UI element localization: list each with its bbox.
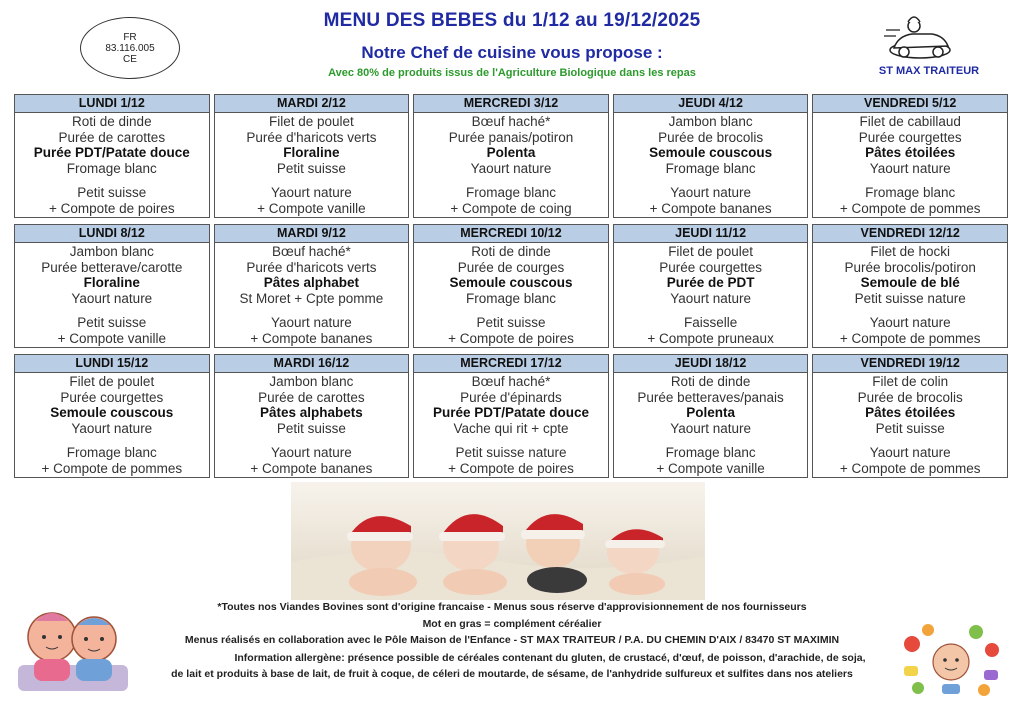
dessert-item: + Compote vanille <box>656 460 765 476</box>
dessert-list <box>813 315 1007 347</box>
day-menu <box>15 113 209 217</box>
day-menu <box>215 113 409 217</box>
menu-item: St Moret + Cpte pomme <box>239 290 384 306</box>
main-course-list <box>614 373 808 436</box>
dessert-item: Petit suisse nature <box>455 445 567 460</box>
dessert-item: Fromage blanc <box>865 185 956 200</box>
menu-item: Purée panais/potiron <box>448 129 574 145</box>
menu-item: Roti de dinde <box>471 244 551 259</box>
day-cell <box>214 94 410 218</box>
menu-item: Purée d'haricots verts <box>246 259 377 275</box>
day-label: JEUDI 18/12 <box>614 355 808 373</box>
day-label: LUNDI 1/12 <box>15 95 209 113</box>
menu-item: Purée de brocolis <box>857 389 963 405</box>
dessert-item: Yaourt nature <box>270 185 352 200</box>
main-course-list <box>813 243 1007 306</box>
day-menu <box>614 243 808 347</box>
day-menu <box>813 243 1007 347</box>
dessert-list <box>215 315 409 347</box>
menu-item: Yaourt nature <box>470 160 552 176</box>
dessert-item: Yaourt nature <box>270 315 352 330</box>
dessert-item: Petit suisse <box>476 315 546 330</box>
dessert-item: Yaourt nature <box>869 315 951 330</box>
dessert-item: Yaourt nature <box>270 445 352 460</box>
menu-item: Purée d'épinards <box>460 389 562 405</box>
menu-item: Roti de dinde <box>72 114 152 129</box>
cereal-side-item: Pâtes alphabets <box>259 405 363 420</box>
day-label: MERCREDI 3/12 <box>414 95 608 113</box>
day-menu <box>414 373 608 477</box>
footer-collaboration: Menus réalisés en collaboration avec le Pôle Maison de l'Enfance - ST MAX TRAITEUR / P.A. DU CHEMIN D'AIX / 83470 ST MAXIMIN <box>184 634 840 646</box>
main-course-list <box>15 243 209 306</box>
menu-item: Yaourt nature <box>869 160 951 176</box>
dessert-list <box>813 445 1007 477</box>
baby-twins-illustration <box>14 603 132 693</box>
menu-item: Petit suisse <box>276 160 346 176</box>
dessert-item: + Compote de poires <box>48 200 175 216</box>
day-menu <box>215 373 409 477</box>
cereal-side-item: Pâtes alphabet <box>263 275 360 290</box>
dessert-item: + Compote de poires <box>448 330 574 346</box>
menu-item: Petit suisse <box>276 420 346 436</box>
day-label: MARDI 9/12 <box>215 225 409 243</box>
dessert-item: + Compote de pommes <box>839 200 981 216</box>
cereal-side-item: Floraline <box>283 145 340 160</box>
main-course-list <box>215 243 409 306</box>
menu-item: Yaourt nature <box>71 420 153 436</box>
menu-item: Roti de dinde <box>670 374 751 389</box>
menu-item: Fromage blanc <box>66 160 157 176</box>
main-course-list <box>813 113 1007 176</box>
dessert-list <box>614 315 808 347</box>
menu-item: Bœuf haché* <box>471 114 551 129</box>
day-cell <box>413 224 609 348</box>
menu-item: Purée betterave/carotte <box>41 259 183 275</box>
menu-item: Purée courgettes <box>659 259 762 275</box>
day-menu <box>614 373 808 477</box>
cereal-side-item: Floraline <box>83 275 140 290</box>
bio-note: Avec 80% de produits issus de l'Agriculture Biologique dans les repas <box>328 67 696 79</box>
main-course-list <box>15 373 209 436</box>
brand-name: ST MAX TRAITEUR <box>878 65 980 77</box>
cereal-side-item: Polenta <box>486 145 536 160</box>
dessert-list <box>215 185 409 217</box>
page-title: MENU DES BEBES du 1/12 au 19/12/2025 <box>323 10 701 31</box>
menu-item: Purée d'haricots verts <box>246 129 377 145</box>
cereal-side-item: Semoule couscous <box>449 275 573 290</box>
day-label: MARDI 2/12 <box>215 95 409 113</box>
day-menu <box>215 243 409 347</box>
dessert-item: + Compote vanille <box>257 200 366 216</box>
day-label: JEUDI 11/12 <box>614 225 808 243</box>
page-subtitle: Notre Chef de cuisine vous propose : <box>361 43 663 62</box>
dessert-list <box>614 445 808 477</box>
dessert-item: + Compote de coing <box>450 200 572 216</box>
menu-item: Filet de poulet <box>268 114 354 129</box>
main-course-list <box>614 243 808 306</box>
menu-item: Purée de carottes <box>258 389 365 405</box>
main-course-list <box>414 373 608 436</box>
menu-item: Petit suisse nature <box>854 290 966 306</box>
dessert-list <box>414 185 608 217</box>
menu-grid <box>14 94 1008 478</box>
main-course-list <box>414 243 608 306</box>
footer-allergen-1: Information allergène: présence possible de céréales contenant du gluten, de crustacé, d'œuf, de poisson, d'arachide, de soja, <box>234 652 866 664</box>
day-cell <box>14 354 210 478</box>
menu-item: Fromage blanc <box>465 290 557 306</box>
footer-allergen-2: de lait et produits à base de lait, de fruit à coque, de céleri de moutarde, de sésame, de l'anhydride sulfureux et sulfites dans nos ateliers <box>171 668 853 680</box>
dessert-item: + Compote bananes <box>250 460 373 476</box>
menu-item: Purée de courges <box>457 259 565 275</box>
cereal-side-item: Purée de PDT <box>666 275 755 290</box>
chef-car-logo-icon <box>880 14 960 62</box>
menu-item: Filet de colin <box>872 374 949 389</box>
day-label: MERCREDI 10/12 <box>414 225 608 243</box>
day-cell <box>14 94 210 218</box>
dessert-list <box>15 185 209 217</box>
menu-item: Jambon blanc <box>69 244 154 259</box>
dessert-item: + Compote bananes <box>250 330 373 346</box>
menu-item: Purée betteraves/panais <box>637 389 784 405</box>
dessert-item: Yaourt nature <box>869 445 951 460</box>
dessert-item: + Compote de pommes <box>839 460 981 476</box>
day-cell <box>613 94 809 218</box>
day-menu <box>813 113 1007 217</box>
day-cell <box>812 94 1008 218</box>
dessert-list <box>15 445 209 477</box>
day-menu <box>614 113 808 217</box>
day-cell <box>613 224 809 348</box>
day-label: LUNDI 8/12 <box>15 225 209 243</box>
dessert-list <box>215 445 409 477</box>
main-course-list <box>215 373 409 436</box>
main-course-list <box>15 113 209 176</box>
dessert-list <box>15 315 209 347</box>
menu-item: Yaourt nature <box>670 420 751 436</box>
dessert-item: + Compote pruneaux <box>647 330 774 346</box>
day-menu <box>813 373 1007 477</box>
cereal-side-item: Semoule couscous <box>649 145 773 160</box>
stamp-line-2: 83.116.005 <box>105 42 155 54</box>
dessert-item: Petit suisse <box>77 315 147 330</box>
cereal-side-item: Semoule couscous <box>50 405 174 420</box>
menu-item: Yaourt nature <box>71 290 153 306</box>
menu-item: Petit suisse <box>875 420 945 436</box>
dessert-list <box>414 445 608 477</box>
cereal-side-item: Semoule de blé <box>860 275 960 290</box>
dessert-item: + Compote bananes <box>649 200 772 216</box>
dessert-item: Fromage blanc <box>665 445 756 460</box>
dessert-list <box>813 185 1007 217</box>
day-cell <box>413 354 609 478</box>
cereal-side-item: Polenta <box>686 405 735 420</box>
menu-item: Purée courgettes <box>858 129 962 145</box>
dessert-item: Yaourt nature <box>670 185 751 200</box>
menu-item: Purée de brocolis <box>658 129 764 145</box>
dessert-item: + Compote de pommes <box>839 330 981 346</box>
menu-item: Bœuf haché* <box>271 244 351 259</box>
day-label: LUNDI 15/12 <box>15 355 209 373</box>
day-cell <box>613 354 809 478</box>
babies-santa-hats-photo <box>291 482 705 600</box>
main-course-list <box>614 113 808 176</box>
day-label: MERCREDI 17/12 <box>414 355 608 373</box>
main-course-list <box>215 113 409 176</box>
menu-item: Fromage blanc <box>665 160 756 176</box>
food-baby-illustration <box>898 622 1004 698</box>
menu-item: Bœuf haché* <box>471 374 551 389</box>
day-menu <box>414 243 608 347</box>
stamp-line-1: FR <box>123 31 137 43</box>
stamp-line-3: CE <box>123 53 137 65</box>
menu-item: Filet de cabillaud <box>859 114 961 129</box>
day-cell <box>812 224 1008 348</box>
dessert-list <box>614 185 808 217</box>
cereal-side-item: Pâtes étoilées <box>865 145 956 160</box>
day-label: MARDI 16/12 <box>215 355 409 373</box>
dessert-item: Fromage blanc <box>465 185 557 200</box>
day-menu <box>15 243 209 347</box>
dessert-item: Faisselle <box>683 315 738 330</box>
cereal-side-item: Pâtes étoilées <box>865 405 956 420</box>
dessert-item: Petit suisse <box>77 185 147 200</box>
main-course-list <box>813 373 1007 436</box>
dessert-item: + Compote de pommes <box>41 460 183 476</box>
day-cell <box>14 224 210 348</box>
menu-item: Jambon blanc <box>668 114 753 129</box>
dessert-item: Fromage blanc <box>66 445 157 460</box>
day-label: JEUDI 4/12 <box>614 95 808 113</box>
day-cell <box>812 354 1008 478</box>
menu-item: Jambon blanc <box>269 374 354 389</box>
menu-item: Filet de poulet <box>668 244 753 259</box>
day-label: VENDREDI 12/12 <box>813 225 1007 243</box>
dessert-item: + Compote de poires <box>448 460 574 476</box>
menu-item: Yaourt nature <box>670 290 751 306</box>
day-menu <box>414 113 608 217</box>
day-menu <box>15 373 209 477</box>
menu-item: Purée de carottes <box>58 129 166 145</box>
menu-item: Filet de hocki <box>870 244 950 259</box>
day-label: VENDREDI 5/12 <box>813 95 1007 113</box>
cereal-side-item: Purée PDT/Patate douce <box>33 145 190 160</box>
menu-item: Vache qui rit + cpte <box>453 420 569 436</box>
footer-origin-note: *Toutes nos Viandes Bovines sont d'origine francaise - Menus sous réserve d'approvisionnement de nos fournisseurs <box>217 601 807 613</box>
menu-item: Purée courgettes <box>60 389 164 405</box>
dessert-list <box>414 315 608 347</box>
day-cell <box>413 94 609 218</box>
main-course-list <box>414 113 608 176</box>
footer-bold-legend: Mot en gras = complément céréalier <box>422 618 602 630</box>
cereal-side-item: Purée PDT/Patate douce <box>432 405 590 420</box>
dessert-item: + Compote vanille <box>57 330 167 346</box>
day-cell <box>214 354 410 478</box>
day-label: VENDREDI 19/12 <box>813 355 1007 373</box>
menu-item: Purée brocolis/potiron <box>844 259 976 275</box>
menu-item: Filet de poulet <box>69 374 155 389</box>
day-cell <box>214 224 410 348</box>
